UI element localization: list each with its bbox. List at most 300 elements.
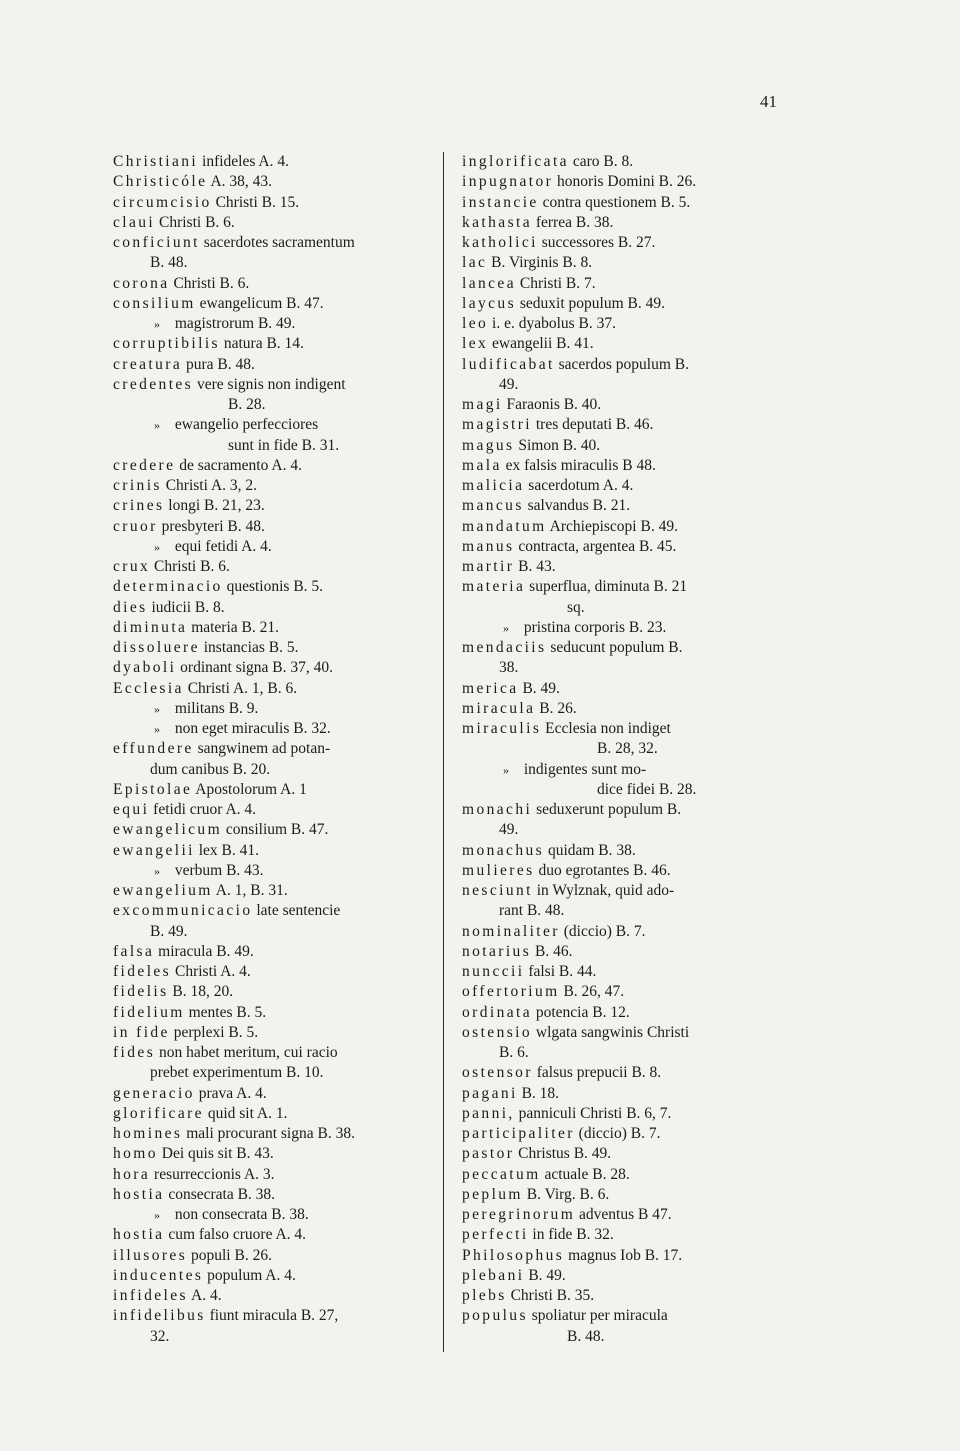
entry-text: iudicii B. 8. bbox=[147, 598, 225, 616]
index-entry bbox=[113, 780, 443, 800]
entry-headword: miracula bbox=[462, 699, 536, 717]
page-number: 41 bbox=[760, 92, 777, 111]
entry-text: A. 4. bbox=[187, 1287, 222, 1304]
index-entry bbox=[462, 1225, 792, 1245]
entry-text: tres deputati B. 46. bbox=[532, 416, 654, 434]
index-entry bbox=[462, 820, 792, 840]
entry-text: ex falsis miraculis B 48. bbox=[501, 456, 656, 474]
index-entry bbox=[462, 152, 792, 172]
entry-headword: generacio bbox=[113, 1084, 195, 1102]
entry-headword: manus bbox=[462, 537, 515, 555]
index-entry bbox=[113, 739, 443, 759]
entry-headword: dies bbox=[113, 598, 148, 616]
entry-text: Simon B. 40. bbox=[514, 436, 601, 454]
index-entry bbox=[462, 1003, 792, 1023]
entry-continuation: 38. bbox=[499, 659, 519, 677]
index-entry bbox=[462, 982, 792, 1002]
index-entry bbox=[462, 658, 792, 678]
entry-text: Christus B. 49. bbox=[514, 1145, 612, 1163]
index-entry bbox=[462, 1286, 792, 1306]
column-divider bbox=[443, 152, 444, 1352]
ditto-mark: » bbox=[154, 317, 160, 331]
index-entry bbox=[462, 395, 792, 415]
entry-text: ewangelicum B. 47. bbox=[195, 294, 324, 312]
index-entry bbox=[462, 476, 792, 496]
index-entry bbox=[113, 982, 443, 1002]
index-entry bbox=[113, 355, 443, 375]
index-entry bbox=[113, 760, 443, 780]
entry-text: B. 46. bbox=[531, 942, 573, 960]
entry-headword: monachi bbox=[462, 801, 533, 818]
entry-text: Apostolorum A. 1 bbox=[192, 780, 307, 798]
index-column-right bbox=[462, 152, 792, 1347]
entry-text: Christi B. 6. bbox=[155, 213, 235, 231]
entry-headword: circumcisio bbox=[113, 193, 212, 211]
entry-text: vere signis non indigent bbox=[193, 375, 346, 393]
ditto-mark: » bbox=[503, 620, 509, 635]
index-entry bbox=[113, 375, 443, 395]
entry-headword: illusores bbox=[113, 1246, 188, 1264]
entry-headword: lac bbox=[462, 254, 488, 272]
entry-headword: credentes bbox=[113, 375, 194, 393]
ditto-mark: » bbox=[154, 863, 160, 878]
entry-headword: creatura bbox=[113, 355, 183, 373]
index-entry bbox=[462, 922, 792, 942]
index-entry bbox=[113, 557, 443, 577]
entry-text: non consecrata B. 38. bbox=[171, 1206, 309, 1223]
entry-continuation: 32. bbox=[150, 1327, 170, 1345]
entry-text: B. 18, 20. bbox=[168, 983, 234, 1001]
entry-text: potencia B. 12. bbox=[531, 1003, 630, 1021]
entry-text: miracula B. 49. bbox=[154, 942, 254, 960]
index-entry bbox=[462, 1104, 792, 1124]
index-entry bbox=[113, 496, 443, 516]
entry-text: non eget miraculis B. 32. bbox=[171, 720, 331, 737]
index-entry bbox=[113, 213, 443, 233]
index-entry bbox=[462, 537, 792, 557]
entry-text: (diccio) B. 7. bbox=[559, 922, 646, 940]
entry-text: A. 1, B. 31. bbox=[212, 882, 288, 899]
index-entry bbox=[462, 274, 792, 294]
entry-text: A. 38, 43. bbox=[207, 173, 273, 191]
entry-headword: ostensor bbox=[462, 1064, 533, 1082]
index-entry bbox=[113, 1144, 443, 1164]
entry-headword: ordinata bbox=[462, 1003, 532, 1021]
index-entry bbox=[462, 1205, 792, 1225]
entry-text: i. e. dyabolus B. 37. bbox=[488, 315, 617, 332]
entry-headword: infidelibus bbox=[113, 1307, 206, 1325]
index-entry bbox=[113, 962, 443, 982]
entry-headword: corona bbox=[113, 274, 170, 292]
entry-headword: hostia bbox=[113, 1226, 165, 1244]
entry-text: militans B. 9. bbox=[171, 699, 259, 717]
entry-headword: inglorificata bbox=[462, 153, 569, 170]
entry-continuation: B. 6. bbox=[499, 1044, 529, 1061]
entry-text: salvandus B. 21. bbox=[523, 497, 631, 515]
index-entry bbox=[462, 517, 792, 537]
index-entry bbox=[113, 800, 443, 820]
entry-headword: magus bbox=[462, 436, 515, 454]
entry-text: Ecclesia non indiget bbox=[541, 720, 671, 737]
entry-headword: Philosophus bbox=[462, 1246, 565, 1264]
entry-text: Dei quis sit B. 43. bbox=[157, 1145, 274, 1163]
index-entry bbox=[113, 1003, 443, 1023]
index-entry bbox=[462, 172, 792, 192]
entry-text: cum falso cruore A. 4. bbox=[164, 1226, 307, 1244]
entry-headword: leo bbox=[462, 315, 489, 332]
entry-text: wlgata sangwinis Christi bbox=[532, 1023, 690, 1041]
entry-headword: glorificare bbox=[113, 1104, 204, 1122]
index-entry bbox=[462, 415, 792, 435]
index-entry bbox=[462, 193, 792, 213]
entry-text: superflua, diminuta B. 21 bbox=[525, 578, 688, 596]
entry-text: caro B. 8. bbox=[568, 153, 634, 170]
entry-text: falsus prepucii B. 8. bbox=[532, 1064, 662, 1082]
entry-text: sacerdotum A. 4. bbox=[524, 477, 634, 494]
entry-headword: cruor bbox=[113, 517, 158, 535]
entry-headword: mulieres bbox=[462, 861, 535, 879]
index-entry bbox=[462, 294, 792, 314]
entry-headword: peplum bbox=[462, 1185, 523, 1203]
entry-text: contracta, argentea B. 45. bbox=[514, 537, 677, 555]
entry-headword: kathasta bbox=[462, 213, 532, 231]
entry-text: in Wylznak, quid ado- bbox=[532, 882, 675, 899]
entry-headword: merica bbox=[462, 679, 519, 697]
index-entry bbox=[113, 1043, 443, 1063]
entry-headword: mancus bbox=[462, 497, 524, 515]
index-entry bbox=[462, 1327, 792, 1347]
ditto-mark: » bbox=[154, 1208, 160, 1222]
entry-headword: falsa bbox=[113, 942, 155, 960]
entry-headword: homo bbox=[113, 1145, 158, 1163]
index-entry bbox=[462, 598, 792, 618]
entry-continuation: rant B. 48. bbox=[499, 902, 565, 920]
entry-text: duo egrotantes B. 46. bbox=[534, 861, 671, 879]
entry-headword: consilium bbox=[113, 294, 196, 312]
index-entry bbox=[462, 577, 792, 597]
entry-headword: plebani bbox=[462, 1266, 525, 1284]
index-entry bbox=[462, 760, 792, 780]
ditto-mark: » bbox=[154, 418, 160, 433]
index-entry bbox=[113, 922, 443, 942]
entry-text: presbyteri B. 48. bbox=[157, 517, 265, 535]
entry-text: panniculi Christi B. 6, 7. bbox=[514, 1104, 672, 1122]
entry-headword: excommunicacio bbox=[113, 902, 253, 920]
entry-headword: materia bbox=[462, 578, 526, 596]
entry-text: sacerdos populum B. bbox=[554, 355, 690, 373]
index-entry bbox=[113, 253, 443, 273]
index-entry bbox=[113, 618, 443, 638]
entry-text: Christi B. 6. bbox=[169, 274, 250, 292]
entry-text: spoliatur per miracula bbox=[527, 1307, 668, 1325]
index-entry bbox=[462, 1185, 792, 1205]
entry-headword: ewangelicum bbox=[113, 821, 223, 839]
entry-text: B. 49. bbox=[524, 1266, 566, 1284]
entry-text: prava A. 4. bbox=[194, 1084, 267, 1102]
entry-headword: martir bbox=[462, 558, 515, 575]
entry-headword: mala bbox=[462, 456, 502, 474]
index-entry bbox=[113, 456, 443, 476]
entry-headword: offertorium bbox=[462, 983, 560, 1001]
entry-text: ewangelii B. 41. bbox=[488, 335, 594, 353]
entry-headword: Ecclesia bbox=[113, 679, 184, 697]
index-entry bbox=[113, 820, 443, 840]
entry-headword: fides bbox=[113, 1044, 156, 1061]
entry-continuation: dum canibus B. 20. bbox=[150, 760, 271, 778]
index-entry bbox=[462, 618, 792, 638]
index-entry bbox=[113, 841, 443, 861]
entry-text: Christi B. 7. bbox=[515, 274, 596, 292]
index-entry bbox=[113, 1286, 443, 1306]
entry-headword: ewangelium bbox=[113, 882, 213, 899]
entry-text: non habet meritum, cui racio bbox=[155, 1044, 338, 1061]
index-entry bbox=[462, 1246, 792, 1266]
index-entry bbox=[462, 436, 792, 456]
entry-text: natura B. 14. bbox=[219, 335, 304, 353]
entry-text: Christi B. 15. bbox=[211, 193, 300, 211]
index-entry bbox=[462, 780, 792, 800]
entry-headword: lex bbox=[462, 335, 489, 353]
entry-headword: ludificabat bbox=[462, 355, 555, 373]
entry-headword: magistri bbox=[462, 416, 532, 434]
entry-text: Christi A. 1, B. 6. bbox=[183, 679, 298, 697]
index-entry bbox=[113, 415, 443, 435]
ditto-mark: » bbox=[503, 762, 509, 777]
index-entry bbox=[113, 274, 443, 294]
entry-continuation: B. 48. bbox=[150, 254, 188, 272]
entry-text: honoris Domini B. 26. bbox=[553, 173, 697, 191]
entry-headword: malicia bbox=[462, 477, 525, 494]
index-entry bbox=[113, 1023, 443, 1043]
entry-headword: mandatum bbox=[462, 517, 547, 535]
entry-text: falsi B. 44. bbox=[524, 963, 597, 980]
entry-headword: inducentes bbox=[113, 1266, 204, 1284]
entry-text: populi B. 26. bbox=[187, 1246, 272, 1264]
entry-headword: ostensio bbox=[462, 1023, 533, 1041]
entry-headword: katholici bbox=[462, 234, 538, 251]
index-entry bbox=[113, 942, 443, 962]
entry-headword: Christicóle bbox=[113, 173, 208, 191]
entry-text: adventus B 47. bbox=[575, 1206, 672, 1223]
entry-headword: conficiunt bbox=[113, 234, 200, 251]
entry-text: ewangelio perfecciores bbox=[171, 416, 319, 434]
entry-continuation: B. 28, 32. bbox=[597, 740, 658, 758]
entry-headword: monachus bbox=[462, 841, 545, 859]
entry-headword: equi bbox=[113, 801, 150, 818]
index-entry bbox=[462, 739, 792, 759]
index-entry bbox=[462, 1023, 792, 1043]
index-entry bbox=[462, 1063, 792, 1083]
index-entry bbox=[113, 172, 443, 192]
index-entry bbox=[462, 456, 792, 476]
index-entry bbox=[113, 1225, 443, 1245]
index-entry bbox=[462, 355, 792, 375]
entry-continuation: B. 28. bbox=[228, 396, 266, 413]
entry-headword: magi bbox=[462, 396, 503, 413]
index-entry bbox=[462, 841, 792, 861]
entry-text: de sacramento A. 4. bbox=[175, 456, 302, 474]
entry-headword: fidelium bbox=[113, 1003, 185, 1021]
entry-text: magistrorum B. 49. bbox=[171, 315, 296, 332]
entry-text: populum A. 4. bbox=[203, 1266, 296, 1284]
entry-text: ordinant signa B. 37, 40. bbox=[176, 659, 334, 677]
entry-headword: pastor bbox=[462, 1145, 515, 1163]
entry-text: Christi B. 6. bbox=[150, 558, 230, 575]
entry-text: seducunt populum B. bbox=[546, 639, 683, 656]
entry-text: indigentes sunt mo- bbox=[520, 760, 647, 778]
entry-text: B. 43. bbox=[514, 558, 556, 575]
index-entry bbox=[113, 152, 443, 172]
index-entry bbox=[113, 881, 443, 901]
index-entry bbox=[462, 881, 792, 901]
index-entry bbox=[113, 334, 443, 354]
index-entry bbox=[113, 1124, 443, 1144]
entry-headword: nominaliter bbox=[462, 922, 560, 940]
index-entry bbox=[113, 577, 443, 597]
entry-headword: fideles bbox=[113, 963, 172, 980]
entry-headword: credere bbox=[113, 456, 176, 474]
index-entry bbox=[113, 719, 443, 739]
index-entry bbox=[462, 1165, 792, 1185]
entry-headword: nesciunt bbox=[462, 882, 533, 899]
index-entry bbox=[462, 557, 792, 577]
entry-text: Christi A. 4. bbox=[171, 963, 251, 980]
index-entry bbox=[113, 658, 443, 678]
index-entry bbox=[462, 800, 792, 820]
index-entry bbox=[462, 1124, 792, 1144]
entry-text: resurreccionis A. 3. bbox=[150, 1165, 275, 1183]
index-entry bbox=[113, 1205, 443, 1225]
entry-text: mentes B. 5. bbox=[184, 1003, 267, 1021]
entry-text: perplexi B. 5. bbox=[169, 1023, 259, 1041]
entry-headword: crinis bbox=[113, 477, 162, 494]
entry-continuation: B. 48. bbox=[567, 1327, 605, 1345]
index-entry bbox=[462, 213, 792, 233]
entry-headword: determinacio bbox=[113, 578, 223, 596]
entry-headword: Epistolae bbox=[113, 780, 193, 798]
entry-text: B. Virginis B. 8. bbox=[487, 254, 593, 272]
entry-text: actuale B. 28. bbox=[540, 1165, 630, 1183]
index-entry bbox=[462, 1084, 792, 1104]
entry-text: B. Virg. B. 6. bbox=[522, 1185, 610, 1203]
index-entry bbox=[462, 233, 792, 253]
index-entry bbox=[113, 1104, 443, 1124]
entry-headword: claui bbox=[113, 213, 156, 231]
index-entry bbox=[462, 638, 792, 658]
index-entry bbox=[113, 1084, 443, 1104]
entry-text: Christi A. 3, 2. bbox=[161, 477, 258, 494]
entry-text: successores B. 27. bbox=[537, 234, 656, 251]
index-entry bbox=[462, 942, 792, 962]
entry-text: Christi B. 35. bbox=[506, 1287, 595, 1304]
entry-headword: mendaciis bbox=[462, 639, 547, 656]
index-entry bbox=[462, 901, 792, 921]
entry-headword: perfecti bbox=[462, 1226, 529, 1244]
index-column-left bbox=[113, 152, 443, 1347]
entry-text: mali procurant signa B. 38. bbox=[182, 1125, 355, 1142]
entry-text: fetidi cruor A. 4. bbox=[149, 801, 257, 818]
entry-headword: peregrinorum bbox=[462, 1206, 576, 1223]
index-entry bbox=[462, 861, 792, 881]
entry-headword: hostia bbox=[113, 1185, 165, 1203]
index-entry bbox=[462, 1043, 792, 1063]
index-entry bbox=[462, 679, 792, 699]
entry-headword: hora bbox=[113, 1165, 151, 1183]
entry-text: magnus Iob B. 17. bbox=[564, 1246, 683, 1264]
entry-text: infideles A. 4. bbox=[198, 153, 289, 170]
index-entry bbox=[462, 314, 792, 334]
entry-headword: crux bbox=[113, 558, 151, 575]
entry-headword: instancie bbox=[462, 193, 539, 211]
index-entry bbox=[113, 476, 443, 496]
index-entry bbox=[113, 598, 443, 618]
index-entry bbox=[113, 1063, 443, 1083]
index-entry bbox=[113, 1266, 443, 1286]
entry-headword: fidelis bbox=[113, 983, 169, 1001]
index-entry bbox=[462, 1306, 792, 1326]
entry-headword: panni, bbox=[462, 1104, 515, 1122]
entry-text: quid sit A. 1. bbox=[203, 1104, 288, 1122]
entry-headword: participaliter bbox=[462, 1125, 575, 1142]
index-entry bbox=[462, 719, 792, 739]
index-entry bbox=[462, 699, 792, 719]
entry-headword: dyaboli bbox=[113, 659, 177, 677]
entry-text: B. 26. bbox=[535, 699, 577, 717]
entry-text: consecrata B. 38. bbox=[164, 1185, 276, 1203]
index-entry bbox=[113, 679, 443, 699]
entry-text: in fide B. 32. bbox=[528, 1226, 614, 1244]
entry-headword: homines bbox=[113, 1125, 183, 1142]
entry-headword: populus bbox=[462, 1307, 528, 1325]
entry-text: quidam B. 38. bbox=[544, 841, 636, 859]
entry-headword: in fide bbox=[113, 1023, 170, 1041]
entry-headword: lancea bbox=[462, 274, 516, 292]
index-entry bbox=[113, 436, 443, 456]
index-entry bbox=[113, 699, 443, 719]
ditto-mark: » bbox=[154, 722, 160, 736]
index-entry bbox=[462, 496, 792, 516]
index-entry bbox=[113, 901, 443, 921]
entry-text: seduxerunt populum B. bbox=[532, 801, 682, 818]
index-entry bbox=[113, 537, 443, 557]
entry-continuation: sunt in fide B. 31. bbox=[228, 436, 340, 454]
index-entry bbox=[113, 294, 443, 314]
entry-text: ferrea B. 38. bbox=[531, 213, 614, 231]
entry-text: late sentencie bbox=[252, 902, 341, 920]
entry-continuation: 49. bbox=[499, 375, 519, 393]
index-entry bbox=[113, 193, 443, 213]
entry-headword: infideles bbox=[113, 1287, 188, 1304]
entry-headword: diminuta bbox=[113, 618, 188, 636]
entry-text: B. 18. bbox=[517, 1084, 560, 1102]
entry-text: pristina corporis B. 23. bbox=[520, 618, 667, 636]
ditto-mark: » bbox=[154, 539, 160, 554]
entry-continuation: sq. bbox=[567, 598, 585, 616]
entry-headword: notarius bbox=[462, 942, 532, 960]
entry-text: questionis B. 5. bbox=[222, 578, 324, 596]
entry-text: pura B. 48. bbox=[182, 355, 255, 373]
entry-headword: Christiani bbox=[113, 153, 199, 170]
entry-continuation: prebet experimentum B. 10. bbox=[150, 1064, 324, 1082]
index-entry bbox=[113, 517, 443, 537]
index-entry bbox=[113, 1306, 443, 1326]
index-entry bbox=[462, 962, 792, 982]
entry-headword: miraculis bbox=[462, 720, 542, 737]
entry-headword: effundere bbox=[113, 740, 194, 758]
entry-text: lex B. 41. bbox=[194, 841, 260, 859]
entry-text: fiunt miracula B. 27, bbox=[205, 1307, 339, 1325]
entry-text: consilium B. 47. bbox=[222, 821, 329, 839]
